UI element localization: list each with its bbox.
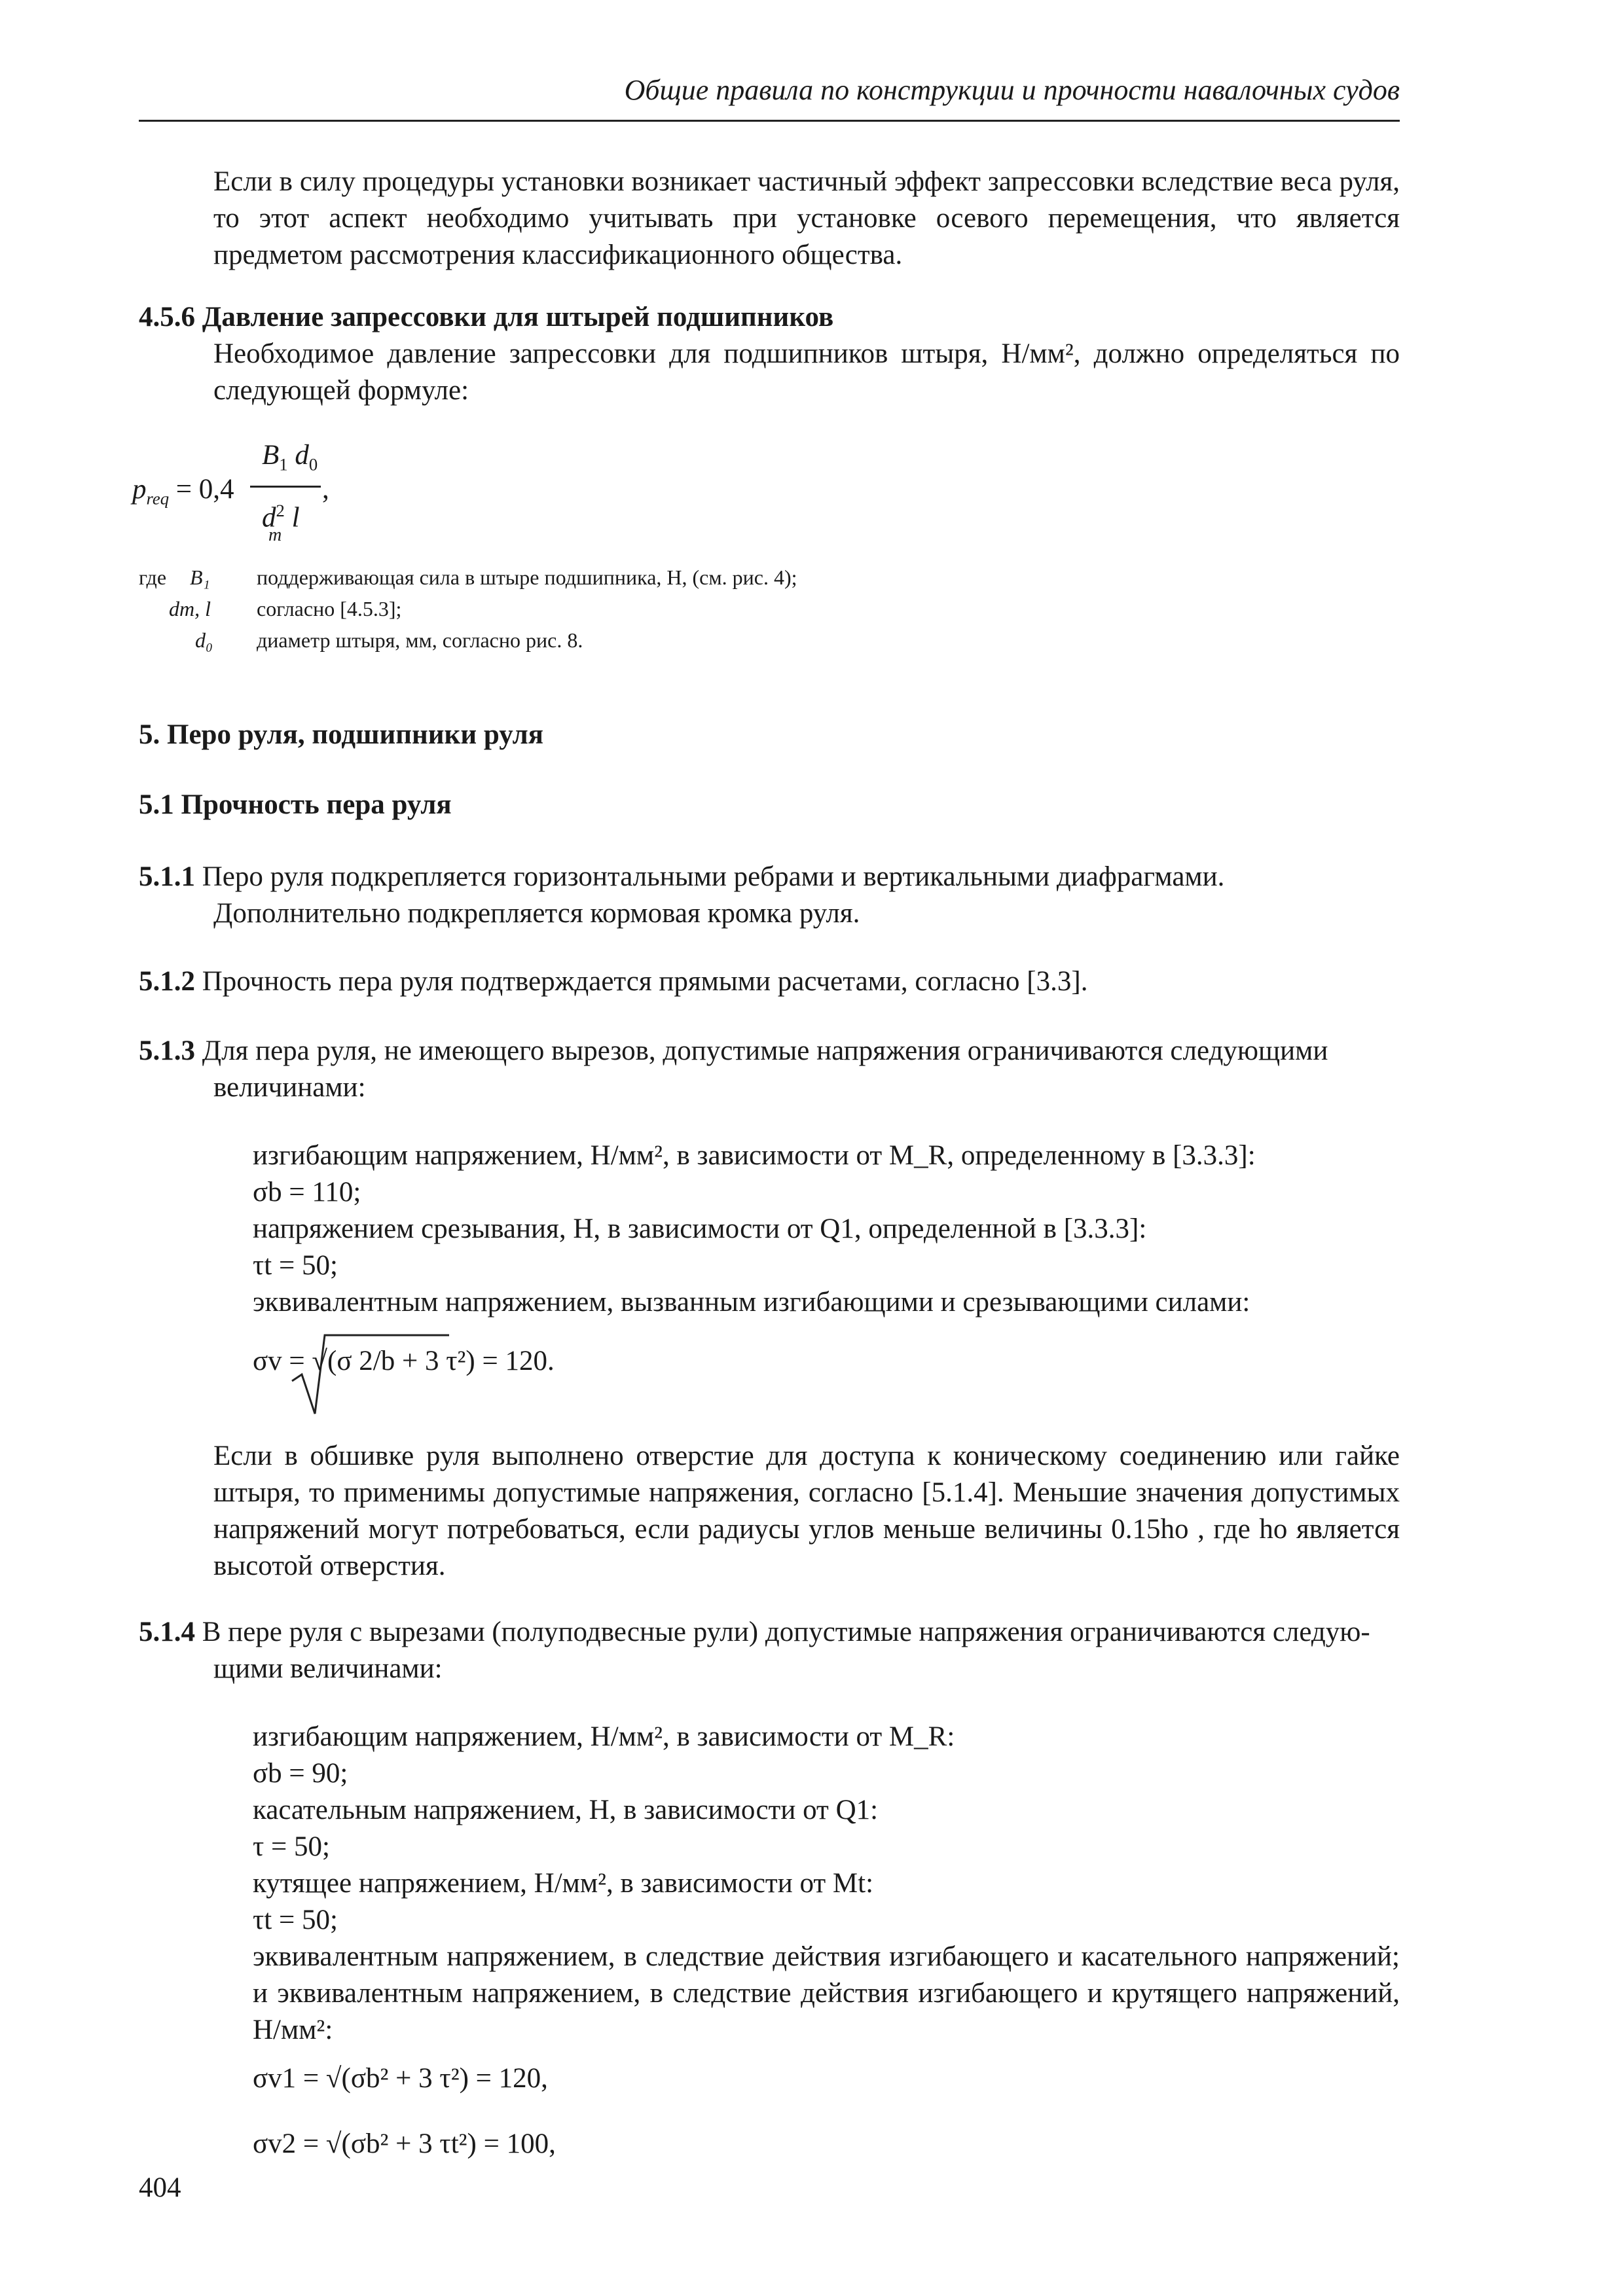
where-desc-1: поддерживающая сила в штыре подшипника, Н, (см. рис. 4); (257, 565, 797, 589)
clause-513-item-1: изгибающим напряжением, Н/мм², в зависимости от M_R, определенному в [3.3.3]: (253, 1140, 1256, 1171)
formula-coef: = 0,4 (175, 474, 234, 505)
where-sym-2: dm, l (169, 597, 211, 620)
where-sym-1: B₁ (190, 565, 210, 589)
formula-tail: , (322, 474, 329, 505)
clause-514-item-2: σb = 90; (253, 1758, 348, 1789)
intro-paragraph: Если в силу процедуры установки возникает частичный эффект запрессовки вследствие веса руля, то этот аспект необходимо учитывать при установке осевого перемещения, что является предметом рассмотрения классификационного общества. (213, 166, 1400, 270)
section-456-text: Необходимое давление запрессовки для подшипников штыря, Н/мм², должно определяться по следующей формуле: (213, 338, 1400, 406)
formula-lhs-sub: req (146, 488, 170, 509)
clause-511-cont: Дополнительно подкрепляется кормовая кромка руля. (213, 898, 860, 929)
formula-num-b: d (295, 440, 309, 471)
formula-den-b: l (291, 502, 300, 533)
clause-514-cont: щими величинами: (213, 1653, 443, 1684)
sigma-v1-formula: σv1 = √(σb² + 3 τ²) = 120, (253, 2063, 548, 2094)
formula-den-a: d (262, 502, 276, 533)
clause-511 (139, 859, 1400, 932)
clause-513-cont: величинами: (213, 1072, 366, 1103)
clause-514-item-3: касательным напряжением, Н, в зависимости от Q1: (253, 1795, 879, 1825)
clause-511-text: Перо руля подкрепляется горизонтальными ребрами и вертикальными диафрагмами. (202, 861, 1225, 892)
clause-514-num: 5.1.4 (139, 1617, 195, 1647)
clause-513-item-2: σb = 110; (253, 1177, 361, 1208)
where-desc-3: диаметр штыря, мм, согласно рис. 8. (257, 628, 583, 652)
clause-513-num: 5.1.3 (139, 1035, 195, 1066)
clause-514-item-6: τt = 50; (253, 1905, 338, 1935)
clause-513 (139, 1033, 1400, 1106)
note-opening-paragraph: Если в обшивке руля выполнено отверстие для доступа к коническому соединению или гайке штыря, то применимы допустимые напряжения, согласно [5.1.4]. Меньшие значения допустимых напряжений могут потребоваться, если радиусы углов меньше величины 0.15ho , где ho является высотой отверстия. (213, 1441, 1400, 1581)
sigma-v2-formula: σv2 = √(σb² + 3 τt²) = 100, (253, 2128, 556, 2159)
clause-511-num: 5.1.1 (139, 861, 195, 892)
formula-num-a-sub: 1 (279, 454, 288, 475)
clause-513-item-4: τt = 50; (253, 1250, 338, 1281)
where-label: где (139, 565, 167, 589)
formula-den-a-sub: m (268, 525, 282, 545)
clause-513-item-5: эквивалентным напряжением, вызванным изгибающими и срезывающими силами: (253, 1287, 1250, 1318)
section-456-heading: 4.5.6 Давление запрессовки для штырей подшипников (139, 302, 834, 332)
clause-514-text: В пере руля с вырезами (полуподвесные рули) допустимые напряжения ограничиваются следую- (202, 1617, 1370, 1647)
running-header: Общие правила по конструкции и прочности навалочных судов (139, 73, 1400, 122)
clause-514-item-5: кутящее напряжением, Н/мм², в зависимости от Mt: (253, 1868, 874, 1899)
section-51-heading: 5.1 Прочность пера руля (139, 789, 452, 820)
where-sym-3: d₀ (195, 628, 213, 652)
formula-num-b-sub: 0 (308, 454, 318, 475)
formula-num-a: B (262, 440, 280, 471)
where-desc-2: согласно [4.5.3]; (257, 597, 402, 620)
section-5-heading: 5. Перо руля, подшипники руля (139, 719, 544, 750)
formula-den-a-sup: 2 (276, 501, 285, 520)
page-number: 404 (139, 2172, 181, 2203)
clause-512-text: Прочность пера руля подтверждается прямыми расчетами, согласно [3.3]. (202, 966, 1088, 997)
sigma-v-expression: σv = √(σ 2/b + 3 τ²) = 120. (253, 1346, 555, 1376)
clause-513-item-3: напряжением срезывания, Н, в зависимости от Q1, определенной в [3.3.3]: (253, 1213, 1147, 1244)
clause-514-item-1: изгибающим напряжением, Н/мм², в зависимости от M_R: (253, 1721, 955, 1752)
clause-513-text: Для пера руля, не имеющего вырезов, допустимые напряжения ограничиваются следующими (202, 1035, 1328, 1066)
clause-514-equiv: эквивалентным напряжением, в следствие действия изгибающего и касательного напряжений; и эквивалентным напряжением, в следствие действия изгибающего и крутящего напряжений, Н/мм²: (253, 1941, 1400, 2045)
clause-512 (139, 963, 1400, 1000)
clause-514-item-4: τ = 50; (253, 1831, 330, 1862)
formula-lhs: p (132, 474, 147, 505)
clause-514 (139, 1614, 1400, 1687)
fraction-bar (250, 486, 321, 488)
clause-512-num: 5.1.2 (139, 966, 195, 997)
